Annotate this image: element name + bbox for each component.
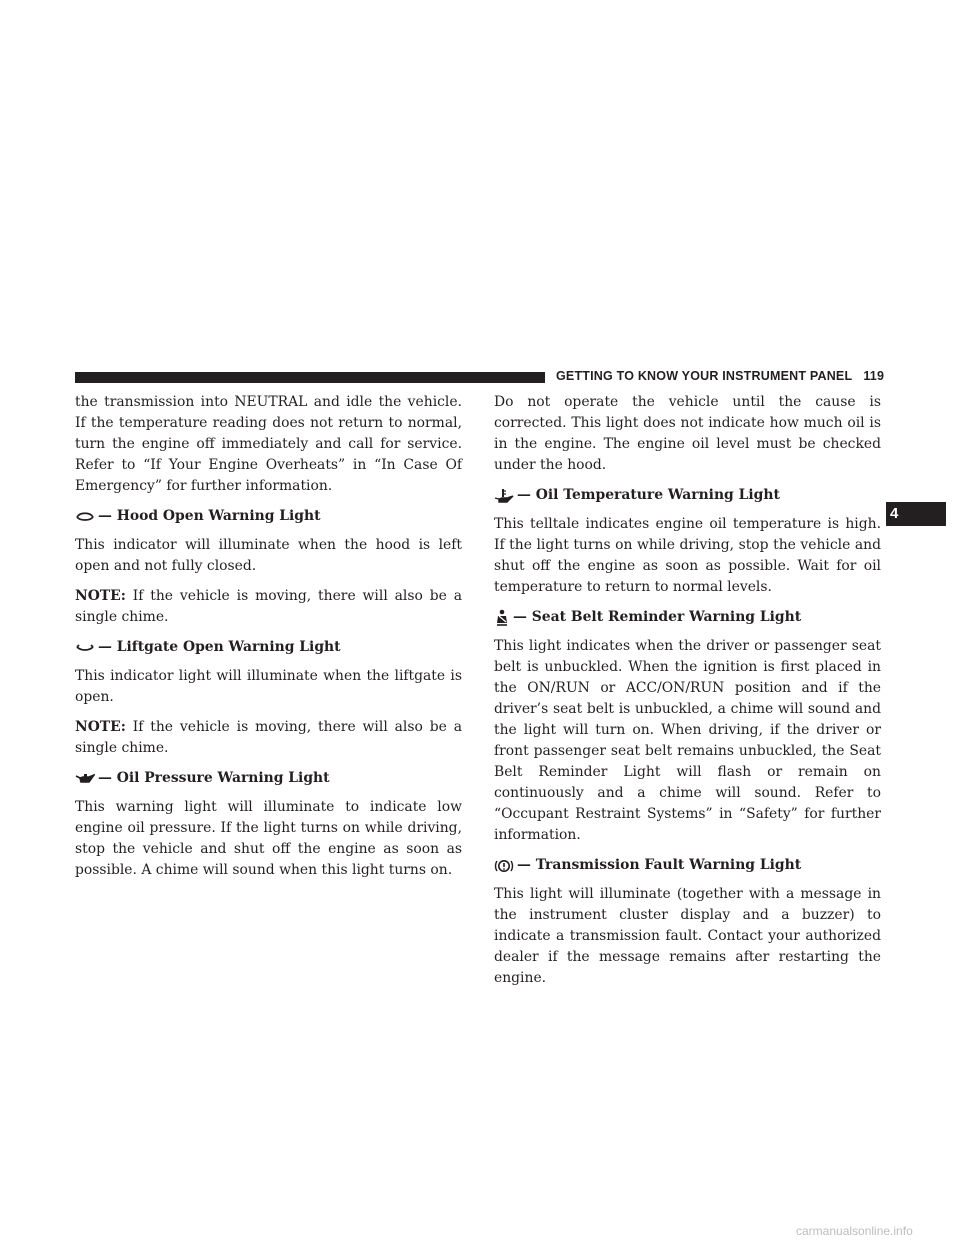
hood-open-title: — Hood Open Warning Light	[98, 508, 321, 524]
seat-belt-title: — Seat Belt Reminder Warning Light	[513, 609, 802, 625]
right-intro-paragraph: Do not operate the vehicle until the cause is corrected. This light does not indicate how much oil is in the engine. The engine oil level must be checked under the hood.	[494, 394, 881, 473]
footer-watermark: carmanualsonline.info	[796, 1224, 913, 1238]
note-text: If the vehicle is moving, there will also be a single chime.	[75, 588, 462, 625]
transmission-fault-title: — Transmission Fault Warning Light	[517, 857, 802, 873]
hood-open-text: This indicator will illuminate when the hood is left open and not fully closed.	[75, 537, 462, 574]
liftgate-open-heading	[75, 637, 462, 658]
hood-open-icon	[75, 511, 95, 523]
oil-pressure-text: This warning light will illuminate to indicate low engine oil pressure. If the light turns on while driving, stop the vehicle and shut off the engine as soon as possible. A chime will sound when this light turns on.	[75, 799, 462, 878]
oil-temperature-heading	[494, 485, 881, 506]
seat-belt-icon	[494, 609, 510, 627]
seat-belt-heading	[494, 607, 881, 628]
hood-note	[75, 586, 462, 628]
seat-belt-text: This light indicates when the driver or passenger seat belt is unbuckled. When the ignition is first placed in the ON/RUN or ACC/ON/RUN position and if the driver’s seat belt is unbuckled, a chime will sound and the light will turn on. When driving, if the driver or front passenger seat belt remains unbuckled, the Seat Belt Reminder Light will flash or remain on continuously and a chime will sound. Refer to “Occupant Restraint Systems” in “Safety” for further information.	[494, 638, 881, 843]
left-intro-paragraph: the transmission into NEUTRAL and idle the vehicle. If the temperature reading does not return to normal, turn the engine off immediately and call for service. Refer to “If Your Engine Overheats” in “In Case Of Emergency” for further information.	[75, 394, 462, 494]
section-title: GETTING TO KNOW YOUR INSTRUMENT PANEL	[556, 369, 853, 383]
liftgate-open-text: This indicator light will illuminate when the liftgate is open.	[75, 668, 462, 705]
header-rule	[75, 372, 545, 383]
oil-pressure-title: — Oil Pressure Warning Light	[98, 770, 330, 786]
oil-temperature-icon	[494, 488, 514, 504]
oil-pressure-heading	[75, 768, 462, 789]
chapter-tab: 4	[886, 502, 946, 526]
oil-temperature-title: — Oil Temperature Warning Light	[517, 487, 780, 503]
transmission-fault-text: This light will illuminate (together with a message in the instrument cluster display and a buzzer) to indicate a transmission fault. Contact your authorized dealer if the message remains after restarting the engine.	[494, 886, 881, 986]
liftgate-open-icon	[75, 642, 95, 654]
oil-can-icon	[75, 773, 95, 785]
hood-open-heading	[75, 506, 462, 527]
running-header	[556, 369, 884, 383]
note-text: If the vehicle is moving, there will also be a single chime.	[75, 719, 462, 756]
left-column	[75, 392, 462, 890]
right-column	[494, 392, 881, 998]
oil-temperature-text: This telltale indicates engine oil temperature is high. If the light turns on while driving, stop the vehicle and shut off the engine as soon as possible. Wait for oil temperature to return to normal levels.	[494, 516, 881, 595]
note-label: NOTE:	[75, 588, 126, 604]
transmission-fault-heading	[494, 855, 881, 876]
transmission-fault-icon	[494, 858, 514, 874]
liftgate-open-title: — Liftgate Open Warning Light	[98, 639, 341, 655]
page-number: 119	[863, 369, 885, 383]
note-label: NOTE:	[75, 719, 126, 735]
liftgate-note	[75, 717, 462, 759]
